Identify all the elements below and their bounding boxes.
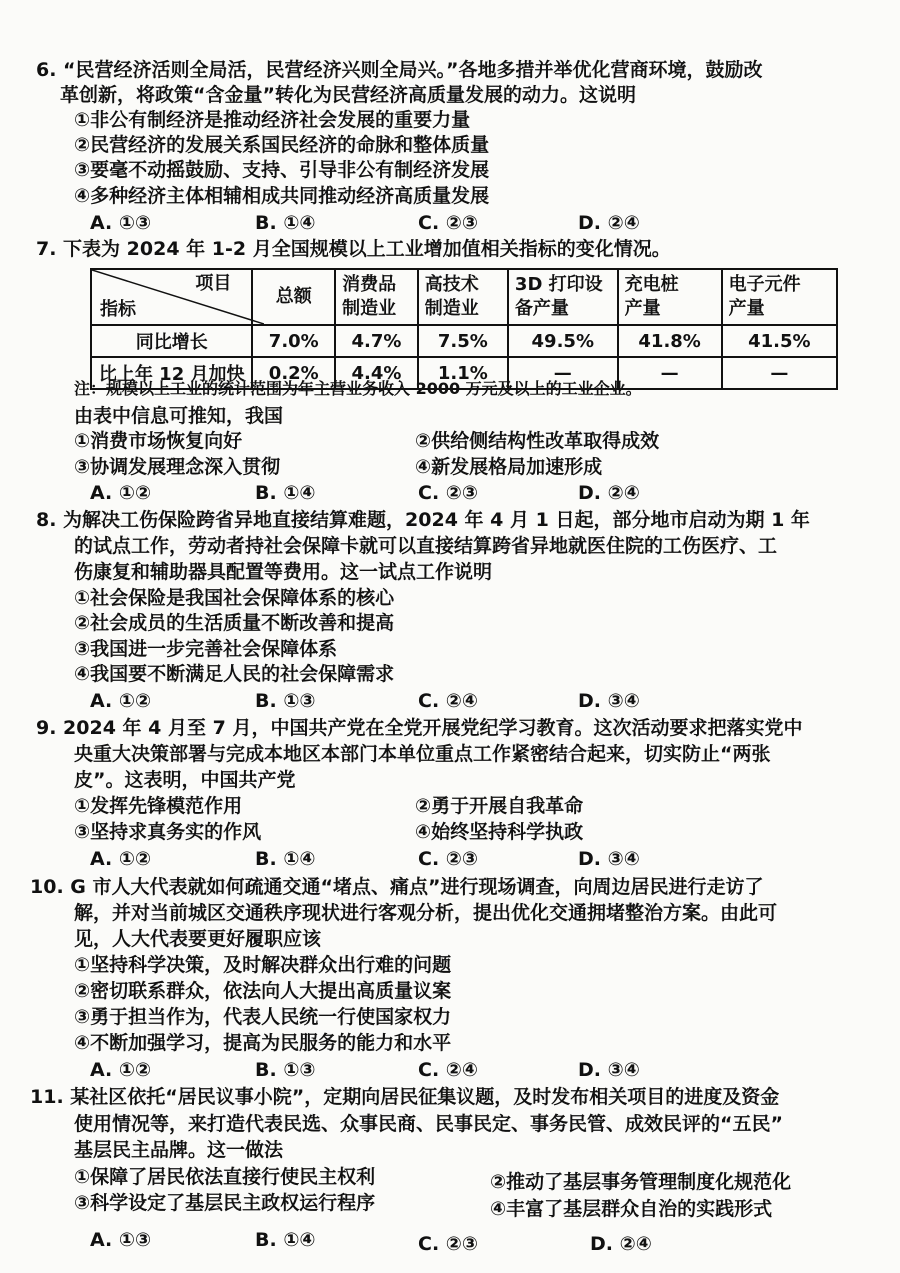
table-cell: 0.2% (252, 357, 335, 389)
table-cell: 7.0% (252, 325, 335, 357)
q10-item-1: ①坚持科学决策，及时解决群众出行难的问题 (74, 954, 452, 976)
table-corner-cell (91, 269, 252, 325)
q11-option-c[interactable]: C. ②③ (418, 1233, 478, 1255)
q10-line-3: 见，人大代表要更好履职应该 (74, 928, 322, 950)
q9-option-c[interactable]: C. ②③ (418, 848, 478, 870)
q6-item-4: ④多种经济主体相辅相成共同推动经济高质量发展 (74, 185, 490, 207)
q6-option-a[interactable]: A. ①③ (90, 212, 152, 234)
q9-item-1: ①发挥先锋模范作用 (74, 795, 243, 817)
indicator-table (90, 268, 838, 390)
q9-line-2: 央重大决策部署与完成本地区本部门本单位重点工作紧密结合起来，切实防止“两张 (74, 743, 771, 765)
q10-item-2: ②密切联系群众，依法向人大提出高质量议案 (74, 980, 452, 1002)
table-cell: — (508, 357, 618, 389)
q11-line-1: 11. 某社区依托“居民议事小院”，定期向居民征集议题，及时发布相关项目的进度及资金 (30, 1086, 780, 1108)
q6-item-2: ②民营经济的发展关系国民经济的命脉和整体质量 (74, 134, 490, 156)
q11-option-d[interactable]: D. ②④ (590, 1233, 652, 1255)
q6-item-3: ③要毫不动摇鼓励、支持、引导非公有制经济发展 (74, 159, 490, 181)
header-cell: 充电桩 产量 (618, 269, 722, 325)
header-cell: 电子元件 产量 (722, 269, 837, 325)
q6-line-1: 6. “民营经济活则全局活，民营经济兴则全局兴。”各地多措并举优化营商环境，鼓励改 (36, 59, 763, 81)
q11-item-2: ②推动了基层事务管理制度化规范化 (490, 1171, 792, 1193)
table-cell: 41.8% (618, 325, 722, 357)
table-cell: 41.5% (722, 325, 837, 357)
table-cell: 4.7% (335, 325, 418, 357)
q7-option-a[interactable]: A. ①② (90, 482, 152, 504)
q9-option-d[interactable]: D. ③④ (578, 848, 640, 870)
q11-option-b[interactable]: B. ①④ (255, 1229, 316, 1251)
q6-option-d[interactable]: D. ②④ (578, 212, 640, 234)
row-label: 比上年 12 月加快 (91, 357, 252, 389)
q11-item-3: ③科学设定了基层民主政权运行程序 (74, 1192, 376, 1214)
q7-item-4: ④新发展格局加速形成 (415, 456, 603, 478)
q9-option-a[interactable]: A. ①② (90, 848, 152, 870)
q8-option-d[interactable]: D. ③④ (578, 690, 640, 712)
q10-option-d[interactable]: D. ③④ (578, 1059, 640, 1081)
q6-line-2: 革创新，将政策“含金量”转化为民营经济高质量发展的动力。这说明 (60, 84, 636, 106)
q11-option-a[interactable]: A. ①③ (90, 1229, 152, 1251)
q11-line-2: 使用情况等，来打造代表民选、众事民商、民事民定、事务民管、成效民评的“五民” (74, 1113, 783, 1135)
q10-line-1: 10. G 市人大代表就如何疏通交通“堵点、痛点”进行现场调查，向周边居民进行走访了 (30, 876, 764, 898)
q8-item-2: ②社会成员的生活质量不断改善和提高 (74, 612, 395, 634)
q8-item-1: ①社会保险是我国社会保障体系的核心 (74, 587, 395, 609)
q10-item-4: ④不断加强学习，提高为民服务的能力和水平 (74, 1032, 452, 1054)
q7-lead: 由表中信息可推知，我国 (74, 405, 284, 427)
q7-stem: 7. 下表为 2024 年 1-2 月全国规模以上工业增加值相关指标的变化情况。 (36, 238, 671, 260)
q11-item-1: ①保障了居民依法直接行使民主权利 (74, 1166, 376, 1188)
q9-option-b[interactable]: B. ①④ (255, 848, 316, 870)
q8-item-4: ④我国要不断满足人民的社会保障需求 (74, 663, 395, 685)
q10-line-2: 解，并对当前城区交通秩序现状进行客观分析，提出优化交通拥堵整治方案。由此可 (74, 902, 778, 924)
header-cell: 总额 (252, 269, 335, 325)
q11-item-4: ④丰富了基层群众自治的实践形式 (490, 1198, 773, 1220)
header-cell: 3D 打印设 备产量 (508, 269, 618, 325)
q7-table-note: 注：规模以上工业的统计范围为年主营业务收入 2000 万元及以上的工业企业。 (74, 379, 642, 398)
q8-option-b[interactable]: B. ①③ (255, 690, 316, 712)
q7-item-1: ①消费市场恢复向好 (74, 430, 243, 452)
q8-line-1: 8. 为解决工伤保险跨省异地直接结算难题，2024 年 4 月 1 日起，部分地市启动为期 1 年 (36, 509, 810, 531)
q6-option-c[interactable]: C. ②③ (418, 212, 478, 234)
corner-bottom-label: 指标 (100, 299, 136, 320)
q10-item-3: ③勇于担当作为，代表人民统一行使国家权力 (74, 1006, 452, 1028)
table-header-row (91, 269, 837, 325)
row-label: 同比增长 (91, 325, 252, 357)
q10-option-a[interactable]: A. ①② (90, 1059, 152, 1081)
table-row (91, 325, 837, 357)
q9-line-3: 皮”。这表明，中国共产党 (74, 769, 296, 791)
q7-option-d[interactable]: D. ②④ (578, 482, 640, 504)
q8-line-3: 伤康复和辅助器具配置等费用。这一试点工作说明 (74, 561, 493, 583)
q8-line-2: 的试点工作，劳动者持社会保障卡就可以直接结算跨省异地就医住院的工伤医疗、工 (74, 535, 778, 557)
q7-item-3: ③协调发展理念深入贯彻 (74, 456, 281, 478)
q10-option-c[interactable]: C. ②④ (418, 1059, 478, 1081)
table-cell: 1.1% (418, 357, 508, 389)
q8-item-3: ③我国进一步完善社会保障体系 (74, 638, 338, 660)
q8-option-a[interactable]: A. ①② (90, 690, 152, 712)
q7-option-b[interactable]: B. ①④ (255, 482, 316, 504)
q9-item-2: ②勇于开展自我革命 (415, 795, 584, 817)
table-cell: — (722, 357, 837, 389)
corner-top-label: 项目 (195, 273, 232, 294)
q8-option-c[interactable]: C. ②④ (418, 690, 478, 712)
q6-option-b[interactable]: B. ①④ (255, 212, 316, 234)
q6-item-1: ①非公有制经济是推动经济社会发展的重要力量 (74, 109, 471, 131)
q11-line-3: 基层民主品牌。这一做法 (74, 1139, 284, 1161)
header-cell: 消费品 制造业 (335, 269, 418, 325)
q7-option-c[interactable]: C. ②③ (418, 482, 478, 504)
q9-line-1: 9. 2024 年 4 月至 7 月，中国共产党在全党开展党纪学习教育。这次活动要求把落实党中 (36, 717, 803, 739)
table-cell: 4.4% (335, 357, 418, 389)
table-cell: 7.5% (418, 325, 508, 357)
q7-item-2: ②供给侧结构性改革取得成效 (415, 430, 660, 452)
table-cell: 49.5% (508, 325, 618, 357)
header-cell: 高技术 制造业 (418, 269, 508, 325)
q10-option-b[interactable]: B. ①③ (255, 1059, 316, 1081)
q9-item-4: ④始终坚持科学执政 (415, 821, 584, 843)
q9-item-3: ③坚持求真务实的作风 (74, 821, 262, 843)
table-cell: — (618, 357, 722, 389)
